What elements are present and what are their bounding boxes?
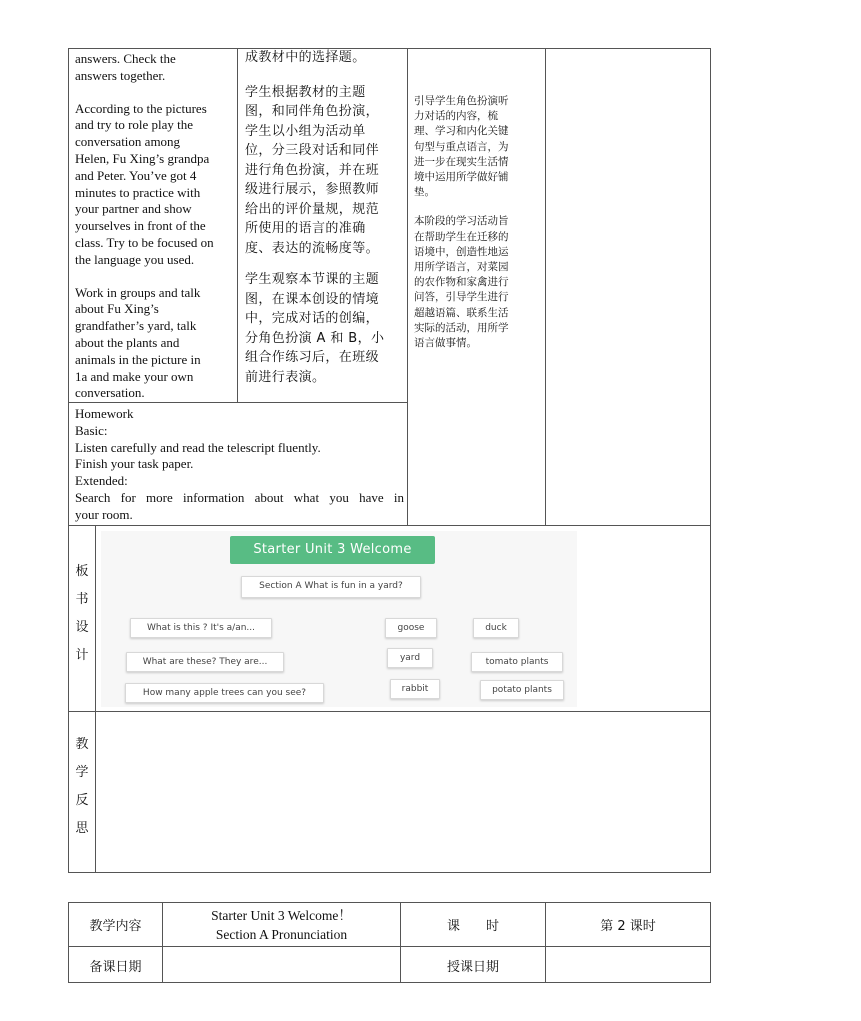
border <box>68 711 711 712</box>
period-label: 课 时 <box>446 919 499 934</box>
content-label: 教学内容 <box>89 919 142 934</box>
period-value: 第 2 课时 <box>600 919 656 934</box>
board-design-label: 板 书 设 计 <box>75 564 89 663</box>
prep-date-label: 备课日期 <box>89 960 142 975</box>
word-chip: rabbit <box>390 679 440 699</box>
border <box>68 946 711 947</box>
content-value: Starter Unit 3 Welcome！ Section A Pronunciation <box>211 908 352 942</box>
word-chip: duck <box>473 618 519 638</box>
word-chip: yard <box>387 648 433 668</box>
teach-date-label: 授课日期 <box>446 960 499 975</box>
homework-block: Homework Basic: Listen carefully and read the telescript fluently. Finish your task paper. Extended: Search for more information about what you have in your room. <box>75 406 404 522</box>
intent-paragraph-2: 本阶段的学习活动旨 在帮助学生在迁移的 语境中，创造性地运 用所学语言，对菜园 的农作物和家禽进行 问答，引导学生进行 超越语篇、联系生活 实际的活动，用所学 语言做事情。 <box>414 215 509 350</box>
border <box>68 872 711 873</box>
board-title: Starter Unit 3 Welcome <box>230 536 435 564</box>
homework-heading: Homework <box>75 406 134 421</box>
word-chip: tomato plants <box>471 652 563 672</box>
border <box>95 525 96 873</box>
student-paragraph-2: 学生根据教材的主题 图，和同伴角色扮演， 学生以小组为活动单 位，分三段对话和同伴 进行角色扮演，并在班 级进行展示，参照教师 给出的评价量规，规范 所使用的语言的准确 度、表达的流畅度等。 <box>245 84 380 256</box>
blackboard-image <box>101 531 577 707</box>
teaching-reflection-label: 教 学 反 思 <box>75 737 89 836</box>
sentence-chip: What are these? They are... <box>126 652 284 672</box>
word-chip: goose <box>385 618 437 638</box>
border <box>407 48 408 525</box>
activity-paragraph-3: Work in groups and talk about Fu Xing’s grandfather’s yard, talk about the plants and animals in the picture in 1a and make your own conversation. <box>75 284 201 401</box>
sentence-chip: How many apple trees can you see? <box>125 683 324 703</box>
border <box>237 48 238 403</box>
border <box>710 902 711 983</box>
activity-column <box>75 51 235 402</box>
activity-paragraph-2: According to the pictures and try to role play the conversation among Helen, Fu Xing’s grandpa and Peter. You’ve got 4 minutes to practice with your partner and show yourselves in front of the class. Try to be focused on the language you used. <box>75 100 214 267</box>
border <box>68 982 711 983</box>
board-subtitle: Section A What is fun in a yard? <box>241 576 421 598</box>
border <box>68 402 408 403</box>
border <box>545 48 546 525</box>
student-activity-column <box>245 48 405 387</box>
activity-paragraph-1: answers. Check the answers together. <box>75 51 176 83</box>
word-chip: potato plants <box>480 680 564 700</box>
intent-paragraph-1: 引导学生角色扮演听 力对话的内容，梳 理、学习和内化关键 句型与重点语言，为 进一步在现实生活情 境中运用所学做好铺 垫。 <box>414 95 509 199</box>
border <box>710 48 711 873</box>
sentence-chip: What is this ? It's a/an... <box>130 618 272 638</box>
design-intent-column <box>414 94 542 351</box>
student-paragraph-3: 学生观察本节课的主题 图，在课本创设的情境 中，完成对话的创编， 分角色扮演 A 和 B，小 组合作练习后，在班级 前进行表演。 <box>245 272 385 385</box>
border <box>68 902 711 903</box>
student-paragraph-1: 成教材中的选择题。 <box>245 50 366 65</box>
border <box>68 525 711 526</box>
